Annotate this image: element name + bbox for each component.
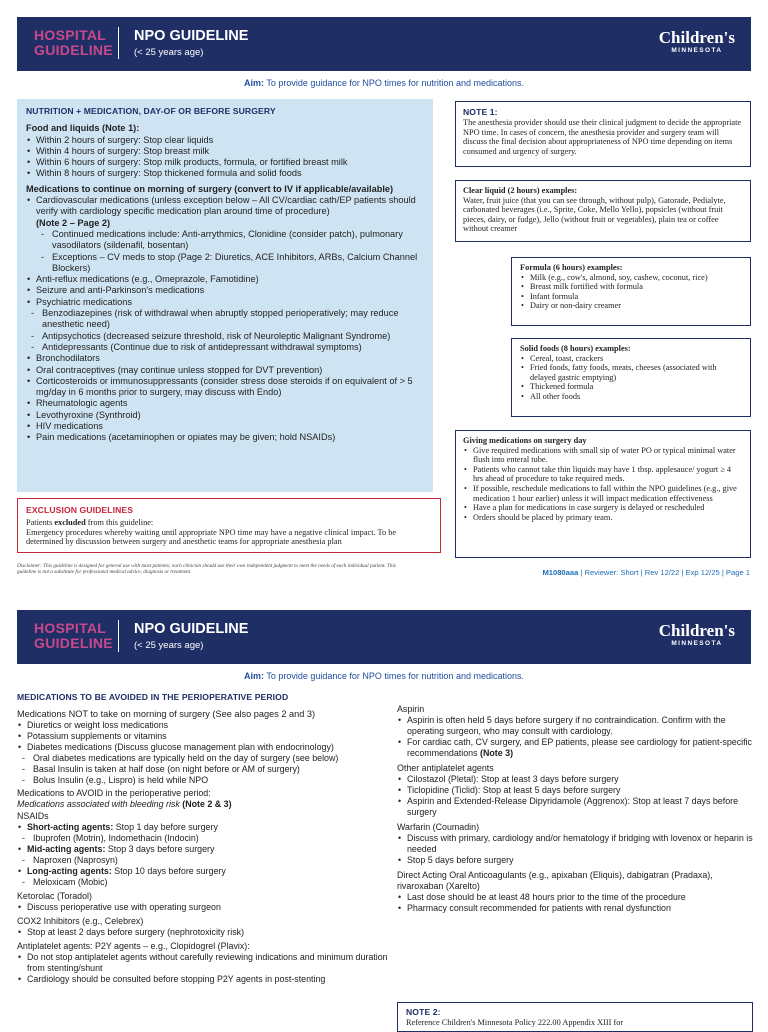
list-item: • HIV medications bbox=[26, 421, 424, 432]
ketorolac-heading: Ketorolac (Toradol) bbox=[17, 891, 92, 901]
list-item: • All other foods bbox=[520, 392, 742, 402]
formula-heading: Formula (6 hours) examples: bbox=[520, 263, 623, 272]
not-take-list bbox=[17, 720, 389, 753]
list-item: • Within 6 hours of surgery: Stop milk products, formula, or fortified breast milk bbox=[26, 157, 424, 168]
header-divider bbox=[118, 620, 119, 652]
list-item: • Discuss perioperative use with operating surgeon bbox=[17, 902, 389, 913]
list-item: • Oral contraceptives (may continue unless stopped for DVT prevention) bbox=[26, 365, 424, 376]
other-antiplatelet-list bbox=[397, 774, 753, 818]
note1-heading: NOTE 1: bbox=[463, 107, 498, 117]
page2-header bbox=[17, 610, 751, 664]
list-item: • Within 4 hours of surgery: Stop breast milk bbox=[26, 146, 424, 157]
list-item: • Have a plan for medications in case surgery is delayed or rescheduled bbox=[463, 503, 743, 513]
sublist bbox=[17, 877, 389, 888]
list-item: • Bronchodilators bbox=[26, 353, 424, 364]
list-item: • Infant formula bbox=[520, 292, 742, 302]
note2-box bbox=[397, 1002, 753, 1032]
solid-foods-box bbox=[511, 338, 751, 417]
list-item: • Ticlopidine (Ticlid): Stop at least 5 days before surgery bbox=[397, 785, 753, 796]
list-item: • Within 8 hours of surgery: Stop thickened formula and solid foods bbox=[26, 168, 424, 179]
sublist bbox=[17, 833, 389, 844]
note1-box bbox=[455, 101, 751, 167]
nsaids-list bbox=[17, 866, 389, 877]
warfarin-heading: Warfarin (Coumadin) bbox=[397, 822, 480, 832]
list-item: • Orders should be placed by primary team. bbox=[463, 513, 743, 523]
exclusion-heading: EXCLUSION GUIDELINES bbox=[26, 505, 134, 515]
list-item: • Rheumatologic agents bbox=[26, 398, 424, 409]
meds-list bbox=[26, 195, 424, 274]
page2-left-column bbox=[17, 692, 389, 985]
page-subtitle: (< 25 years age) bbox=[134, 640, 204, 651]
list-item: • Diuretics or weight loss medications bbox=[17, 720, 389, 731]
meds-list bbox=[26, 274, 424, 308]
brand-label: HOSPITAL GUIDELINE bbox=[34, 620, 113, 651]
nsaids-heading: NSAIDs bbox=[17, 811, 49, 821]
clear-liquid-box bbox=[455, 180, 751, 242]
list-item: • Levothyroxine (Synthroid) bbox=[26, 410, 424, 421]
list-item: • Do not stop antiplatelet agents without carefully reviewing indications and minimum duration from stenting/shunt bbox=[17, 952, 389, 974]
formula-list bbox=[520, 273, 742, 311]
food-heading: Food and liquids (Note 1): bbox=[26, 123, 140, 134]
list-item: • Cereal, toast, crackers bbox=[520, 354, 742, 364]
nsaids-list bbox=[17, 844, 389, 855]
list-item: • Cilostazol (Pletal): Stop at least 3 days before surgery bbox=[397, 774, 753, 785]
list-item: - Ibuprofen (Motrin), Indomethacin (Indocin) bbox=[17, 833, 389, 844]
aim-line: Aim: To provide guidance for NPO times for nutrition and medications. bbox=[244, 671, 524, 681]
cox2-heading: COX2 Inhibitors (e.g., Celebrex) bbox=[17, 916, 144, 926]
clear-liquid-heading: Clear liquid (2 hours) examples: bbox=[463, 186, 578, 195]
brand-label: HOSPITAL GUIDELINE bbox=[34, 27, 113, 58]
antiplatelet-heading: Antiplatelet agents: P2Y agents – e.g., Clopidogrel (Plavix): bbox=[17, 941, 250, 951]
list-item: • Pain medications (acetaminophen or opiates may be given; hold NSAIDs) bbox=[26, 432, 424, 443]
avoid-heading: Medications to AVOID in the perioperative period: Medications associated with bleeding risk (Note 2 & 3) bbox=[17, 788, 232, 809]
section-heading: MEDICATIONS TO BE AVOIDED IN THE PERIOPERATIVE PERIOD bbox=[17, 692, 289, 702]
list-item: • Cardiology should be consulted before stopping P2Y agents in post-stenting bbox=[17, 974, 389, 985]
section-heading: NUTRITION + MEDICATION, DAY-OF OR BEFORE SURGERY bbox=[26, 106, 276, 116]
list-item: • Fried foods, fatty foods, meats, cheeses (associated with delayed gastric emptying) bbox=[520, 363, 742, 382]
list-item: • Potassium supplements or vitamins bbox=[17, 731, 389, 742]
list-item: • Stop at least 2 days before surgery (nephrotoxicity risk) bbox=[17, 927, 389, 938]
childrens-logo: Children's MINNESOTA bbox=[658, 621, 735, 647]
page1-header bbox=[17, 17, 751, 71]
list-item: • Milk (e.g., cow's, almond, soy, cashew, coconut, rice) bbox=[520, 273, 742, 283]
list-item: - Basal Insulin is taken at half dose (on night before or AM of surgery) bbox=[17, 764, 389, 775]
list-item: • Long-acting agents: Stop 10 days before surgery bbox=[17, 866, 389, 877]
meds-list bbox=[26, 353, 424, 443]
exclusion-text: Emergency procedures whereby waiting until appropriate NPO time may have a negative clinical impact. To be determined by discussion between surgery and anesthetic teams for appropriate anesthesia plan bbox=[26, 527, 397, 547]
list-item: • Within 2 hours of surgery: Stop clear liquids bbox=[26, 135, 424, 146]
note1-text: The anesthesia provider should use their clinical judgment to decide the appropriate NPO time. In cases of concern, the anesthesia provider and surgery team will discuss the final decision about appropriateness of NPO time depending on items consumed and urgency of surgery. bbox=[463, 118, 742, 157]
meds-heading: Medications to continue on morning of surgery (convert to IV if applicable/available) bbox=[26, 183, 394, 194]
solid-foods-list bbox=[520, 354, 742, 402]
list-item: • Aspirin is often held 5 days before surgery if no contraindication. Confirm with the operating surgeon, who may consult with cardiology. bbox=[397, 715, 753, 737]
nutrition-medication-box bbox=[17, 99, 433, 492]
page-title: NPO GUIDELINE bbox=[134, 28, 249, 44]
disclaimer: Disclaimer: This guideline is designed for general use with most patients; each clinician should use their own independent judgment to meet the needs of each individual patient. This guideline is not a substitute for professional medical advice, diagnosis or treatment. bbox=[17, 563, 396, 575]
diabetes-sublist bbox=[17, 753, 389, 786]
list-item: • Mid-acting agents: Stop 3 days before surgery bbox=[17, 844, 389, 855]
list-item: - Naproxen (Naprosyn) bbox=[17, 855, 389, 866]
food-list bbox=[26, 135, 424, 180]
list-item: - Meloxicam (Mobic) bbox=[17, 877, 389, 888]
giving-meds-heading: Giving medications on surgery day bbox=[463, 436, 587, 445]
note2-text: Reference Children's Minnesota Policy 222.00 Appendix XIII for bbox=[406, 1018, 624, 1028]
list-item: • Dairy or non-dairy creamer bbox=[520, 301, 742, 311]
list-item: • Pharmacy consult recommended for patients with renal dysfunction bbox=[397, 903, 753, 914]
antiplatelet-list bbox=[17, 952, 389, 985]
list-item: • Psychiatric medications bbox=[26, 297, 424, 308]
exclusion-intro: Patients excluded from this guideline: bbox=[26, 518, 154, 528]
sublist bbox=[17, 855, 389, 866]
giving-meds-list bbox=[463, 446, 743, 523]
list-item: • Give required medications with small sip of water PO or typical minimal water flush into enteral tube. bbox=[463, 446, 743, 465]
list-item: • Aspirin and Extended-Release Dipyridamole (Aggrenox): Stop at least 7 days before surgery bbox=[397, 796, 753, 818]
giving-meds-box bbox=[455, 430, 751, 558]
page-title: NPO GUIDELINE bbox=[134, 621, 249, 637]
list-item: • For cardiac cath, CV surgery, and EP patients, please see cardiology for patient-specific recommendations (Note 3) bbox=[397, 737, 753, 759]
clear-liquid-text: Water, fruit juice (that you can see through, without pulp), Gatorade, Pedialyte, carbonated beverages (i.e., Sprite, Coke, Mello Yello), popsicles (without fruit pieces, dairy, or fudge), Jello (without fruit or vegetables), plain tea or coffee without creamer bbox=[463, 195, 726, 234]
aim-line: Aim: To provide guidance for NPO times for nutrition and medications. bbox=[244, 78, 524, 88]
aspirin-list bbox=[397, 715, 753, 759]
list-item: • Breast milk fortified with formula bbox=[520, 282, 742, 292]
list-item: • Patients who cannot take thin liquids may have 1 tbsp. applesauce/ yogurt ≥ 4 hrs ahead of procedure to take required meds. bbox=[463, 465, 743, 484]
note2-heading: NOTE 2: bbox=[406, 1007, 441, 1017]
doac-heading: Direct Acting Oral Anticoagulants (e.g., apixaban (Eliquis), dabigatran (Pradaxa), rivaroxaban (Xarelto) bbox=[397, 870, 713, 891]
list-item: • Last dose should be at least 48 hours prior to the time of the procedure bbox=[397, 892, 753, 903]
header-divider bbox=[118, 27, 119, 59]
list-item: • Cardiovascular medications (unless exception below – All CV/cardiac cath/EP patients should verify with cardiology specific medication plan around time of procedure) (Note 2 – Page 2) - Continued medications include: Anti-arrythmics, Clonidine (consider patch), pulmonary vasodilators (sildenafil, bosentan) - Exceptions – CV meds to stop (Page 2: Diuretics, ACE Inhibitors, ARBs, Calcium Channel Blockers) bbox=[26, 195, 424, 274]
list-item: • If possible, reschedule medications to fall within the NPO guidelines (e.g., give medication 1 hour earlier) unless it will impact medication effectiveness bbox=[463, 484, 743, 503]
list-item: • Discuss with primary, cardiology and/or hematology if bridging with lovenox or heparin is needed bbox=[397, 833, 753, 855]
exclusion-box bbox=[17, 498, 441, 553]
list-item: - Antidepressants (Continue due to risk of antidepressant withdrawal symptoms) bbox=[26, 342, 424, 353]
list-item: - Continued medications include: Anti-arrythmics, Clonidine (consider patch), pulmonary vasodilators (sildenafil, bosentan) bbox=[36, 229, 424, 252]
list-item: - Benzodiazepines (risk of withdrawal when abruptly stopped perioperatively; may reduce anesthetic need) bbox=[26, 308, 424, 331]
list-item: • Thickened formula bbox=[520, 382, 742, 392]
list-item: • Diabetes medications (Discuss glucose management plan with endocrinology) bbox=[17, 742, 389, 753]
other-antiplatelet-heading: Other antiplatelet agents bbox=[397, 763, 494, 773]
cox2-list bbox=[17, 927, 389, 938]
solid-foods-heading: Solid foods (8 hours) examples: bbox=[520, 344, 631, 353]
list-item: • Corticosteroids or immunosuppressants (consider stress dose steroids if on equivalent of > 5 mg/day in 6 months prior to surgery, may discuss with Endo) bbox=[26, 376, 424, 399]
ketorolac-list bbox=[17, 902, 389, 913]
list-item: • Seizure and anti-Parkinson's medications bbox=[26, 285, 424, 296]
not-take-heading: Medications NOT to take on morning of surgery (See also pages 2 and 3) bbox=[17, 709, 316, 719]
page2-right-column bbox=[397, 704, 753, 914]
list-item: - Antipsychotics (decreased seizure threshold, risk of Neuroleptic Malignant Syndrome) bbox=[26, 331, 424, 342]
list-item: - Exceptions – CV meds to stop (Page 2: Diuretics, ACE Inhibitors, ARBs, Calcium Channel Blockers) bbox=[36, 252, 424, 275]
list-item: • Short-acting agents: Stop 1 day before surgery bbox=[17, 822, 389, 833]
childrens-logo: Children's MINNESOTA bbox=[658, 28, 735, 54]
list-item: • Stop 5 days before surgery bbox=[397, 855, 753, 866]
warfarin-list bbox=[397, 833, 753, 866]
list-item: - Bolus Insulin (e.g., Lispro) is held while NPO bbox=[17, 775, 389, 786]
list-item: - Oral diabetes medications are typically held on the day of surgery (see below) bbox=[17, 753, 389, 764]
formula-box bbox=[511, 257, 751, 326]
page-subtitle: (< 25 years age) bbox=[134, 47, 204, 58]
page1-footer: M1080aaa | Reviewer: Short | Rev 12/22 | Exp 12/25 | Page 1 bbox=[542, 568, 750, 577]
psych-sublist bbox=[26, 308, 424, 353]
list-item: • Anti-reflux medications (e.g., Omeprazole, Famotidine) bbox=[26, 274, 424, 285]
nsaids-list bbox=[17, 822, 389, 833]
aspirin-heading: Aspirin bbox=[397, 704, 425, 714]
doac-list bbox=[397, 892, 753, 914]
